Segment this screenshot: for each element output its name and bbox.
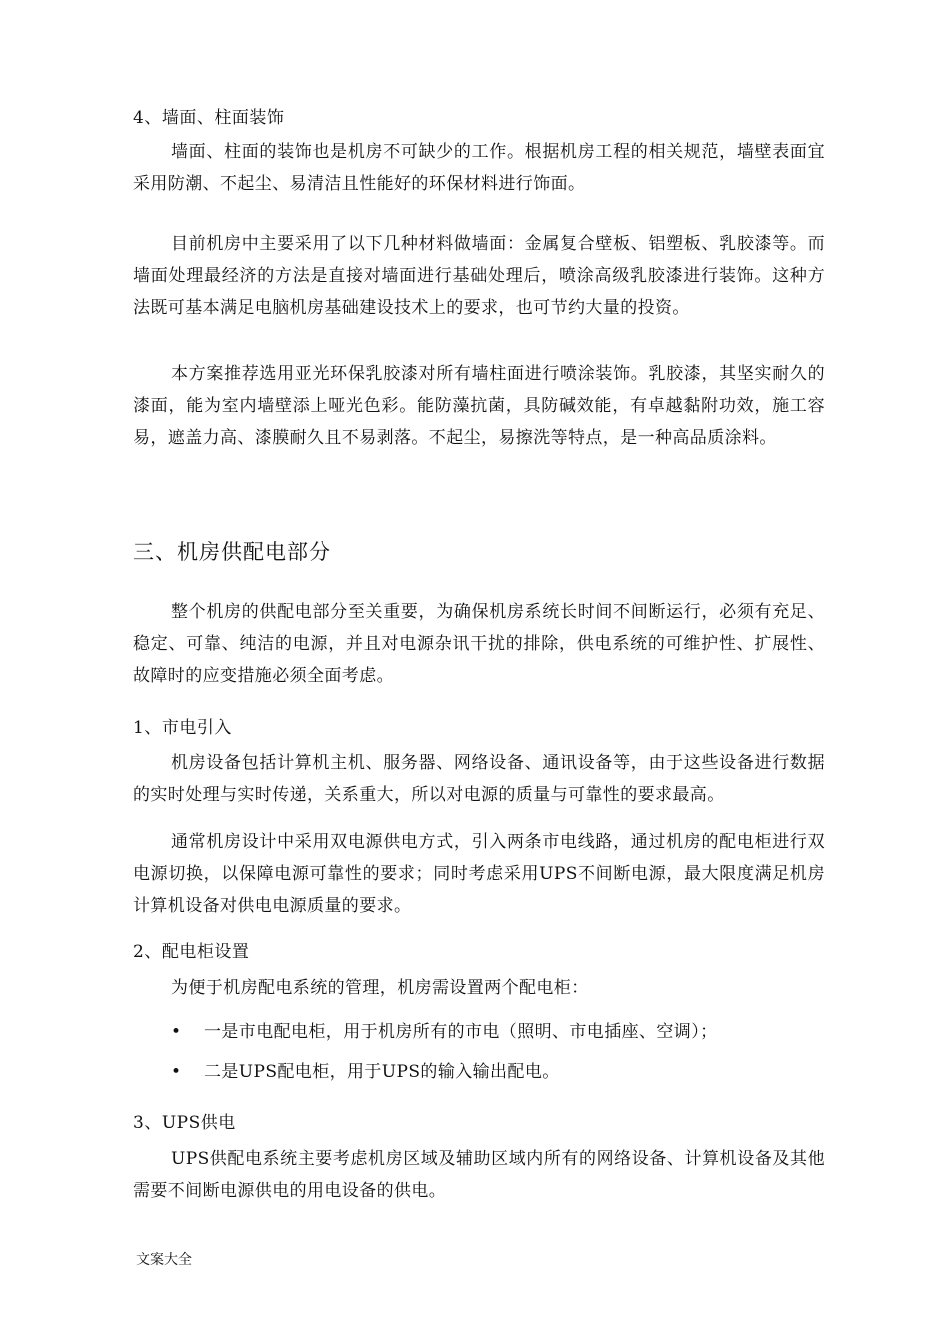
bullet-icon: • (171, 1062, 182, 1082)
subsection-3-heading: 3、UPS供电 (133, 1113, 236, 1133)
bullet-icon: • (171, 1022, 182, 1042)
paragraph-city-power: 机房设备包括计算机主机、服务器、网络设备、通讯设备等，由于这些设备进行数据的实时处理与实时传递，关系重大，所以对电源的质量与可靠性的要求最高。 (133, 753, 825, 805)
list-item-text: 二是UPS配电柜，用于UPS的输入输出配电。 (204, 1062, 560, 1082)
subsection-2-heading: 2、配电柜设置 (133, 942, 250, 962)
page-footer: 文案大全 (136, 1252, 192, 1268)
paragraph-latex-paint: 本方案推荐选用亚光环保乳胶漆对所有墙柱面进行喷涂装饰。乳胶漆，其坚实耐久的漆面，能为室内墙壁添上哑光色彩。能防藻抗菌，具防碱效能，有卓越黏附功效，施工容易，遮盖力高、漆膜耐久且不易剥落。不起尘，易擦洗等特点，是一种高品质涂料。 (133, 364, 825, 448)
paragraph-wall-materials: 目前机房中主要采用了以下几种材料做墙面：金属复合壁板、铝塑板、乳胶漆等。而墙面处理最经济的方法是直接对墙面进行基础处理后，喷涂高级乳胶漆进行装饰。这种方法既可基本满足电脑机房基础建设技术上的要求，也可节约大量的投资。 (133, 234, 825, 318)
list-item (133, 1057, 825, 1087)
paragraph-wall-decoration: 墙面、柱面的装饰也是机房不可缺少的工作。根据机房工程的相关规范，墙壁表面宜采用防潮、不起尘、易清洁且性能好的环保材料进行饰面。 (133, 142, 825, 194)
paragraph-ups-supply: UPS供配电系统主要考虑机房区域及辅助区域内所有的网络设备、计算机设备及其他需要不间断电源供电的用电设备的供电。 (133, 1149, 825, 1201)
paragraph-power-intro: 整个机房的供配电部分至关重要，为确保机房系统长时间不间断运行，必须有充足、稳定、可靠、纯洁的电源，并且对电源杂讯干扰的排除，供电系统的可维护性、扩展性、故障时的应变措施必须全面考虑。 (133, 602, 825, 686)
subsection-1-heading: 1、市电引入 (133, 718, 232, 738)
section-4-heading: 4、墙面、柱面装饰 (133, 108, 285, 128)
list-item-text: 一是市电配电柜，用于机房所有的市电（照明、市电插座、空调）； (204, 1022, 718, 1042)
list-item (133, 1017, 825, 1047)
paragraph-dual-power: 通常机房设计中采用双电源供电方式，引入两条市电线路，通过机房的配电柜进行双电源切换，以保障电源可靠性的要求；同时考虑采用UPS不间断电源，最大限度满足机房计算机设备对供电电源质量的要求。 (133, 832, 825, 916)
chapter-title: 三、机房供配电部分 (133, 540, 331, 564)
paragraph-cabinet-intro: 为便于机房配电系统的管理，机房需设置两个配电柜： (171, 978, 589, 998)
